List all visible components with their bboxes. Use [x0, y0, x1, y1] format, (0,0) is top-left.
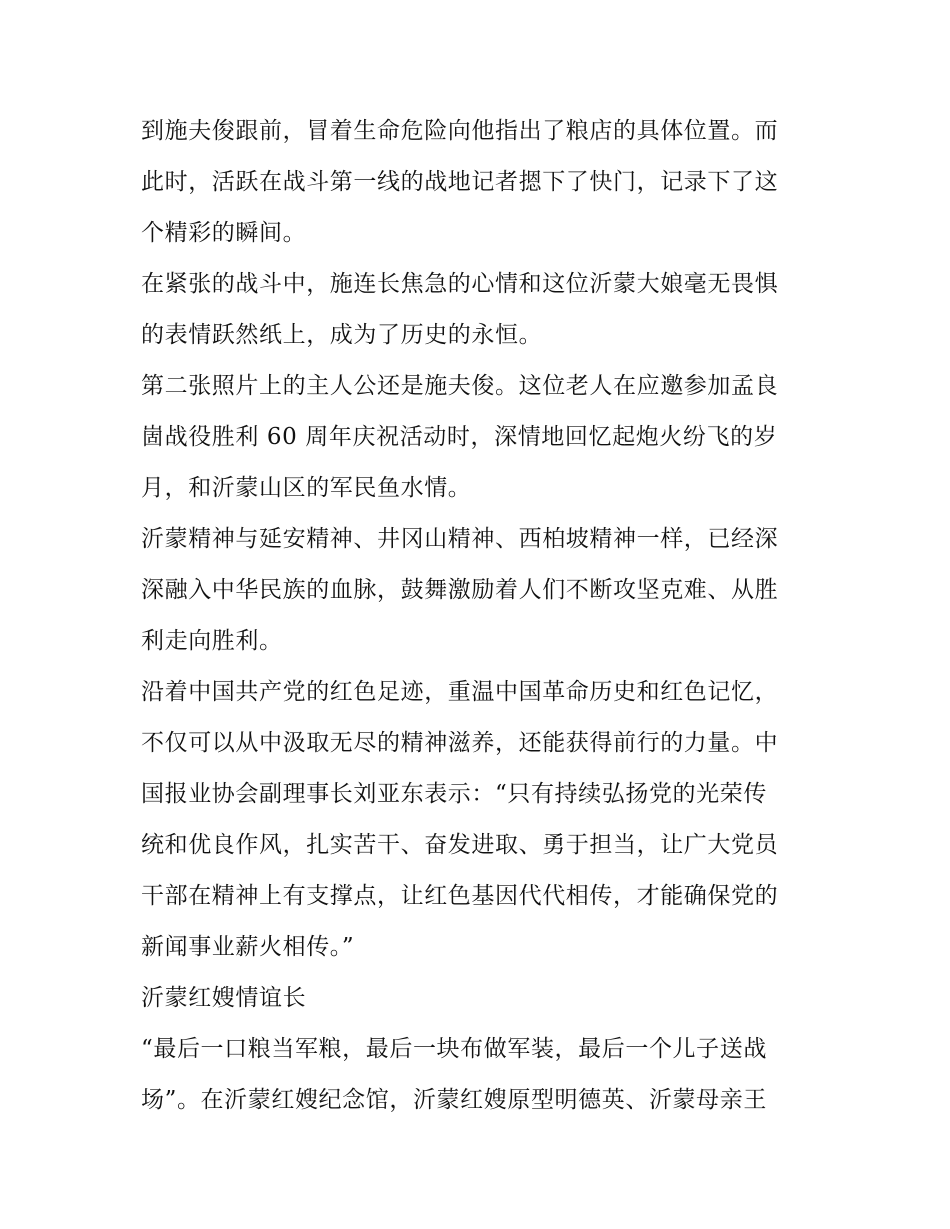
- text-line: 在紧张的战斗中，施连长焦急的心情和这位沂蒙大娘毫无畏惧: [141, 271, 779, 297]
- text-line: 个精彩的瞬间。: [141, 220, 307, 246]
- text-line: 深融入中华民族的血脉，鼓舞激励着人们不断攻坚克难、从胜: [141, 577, 779, 603]
- text-line: 干部在精神上有支撑点，让红色基因代代相传，才能确保党的: [141, 883, 779, 909]
- text-line: 国报业协会副理事长刘亚东表示：“只有持续弘扬党的光荣传: [141, 781, 767, 807]
- text-line: 崮战役胜利 60 周年庆祝活动时，深情地回忆起炮火纷飞的岁: [141, 424, 778, 450]
- text-line: 的表情跃然纸上，成为了历史的永恒。: [141, 322, 543, 348]
- text-line: 此时，活跃在战斗第一线的战地记者摁下了快门，记录下了这: [141, 169, 779, 195]
- text-line: 统和优良作风，扎实苦干、奋发进取、勇于担当，让广大党员: [141, 832, 779, 858]
- text-line: 到施夫俊跟前，冒着生命危险向他指出了粮店的具体位置。而: [141, 118, 779, 144]
- text-line: 沿着中国共产党的红色足迹，重温中国革命历史和红色记忆，: [141, 679, 779, 705]
- text-line: 利走向胜利。: [141, 628, 283, 654]
- text-line: 第二张照片上的主人公还是施夫俊。这位老人在应邀参加孟良: [141, 373, 779, 399]
- text-line: 沂蒙精神与延安精神、井冈山精神、西柏坡精神一样，已经深: [141, 526, 779, 552]
- section-heading: 沂蒙红嫂情谊长: [141, 985, 307, 1011]
- article-body: [141, 106, 821, 1126]
- text-line: 场”。在沂蒙红嫂纪念馆，沂蒙红嫂原型明德英、沂蒙母亲王: [141, 1087, 767, 1113]
- text-line: 不仅可以从中汲取无尽的精神滋养，还能获得前行的力量。中: [141, 730, 779, 756]
- text-line: 月，和沂蒙山区的军民鱼水情。: [141, 475, 472, 501]
- text-line: “最后一口粮当军粮，最后一块布做军装，最后一个儿子送战: [141, 1036, 767, 1062]
- text-line: 新闻事业薪火相传。”: [141, 934, 355, 960]
